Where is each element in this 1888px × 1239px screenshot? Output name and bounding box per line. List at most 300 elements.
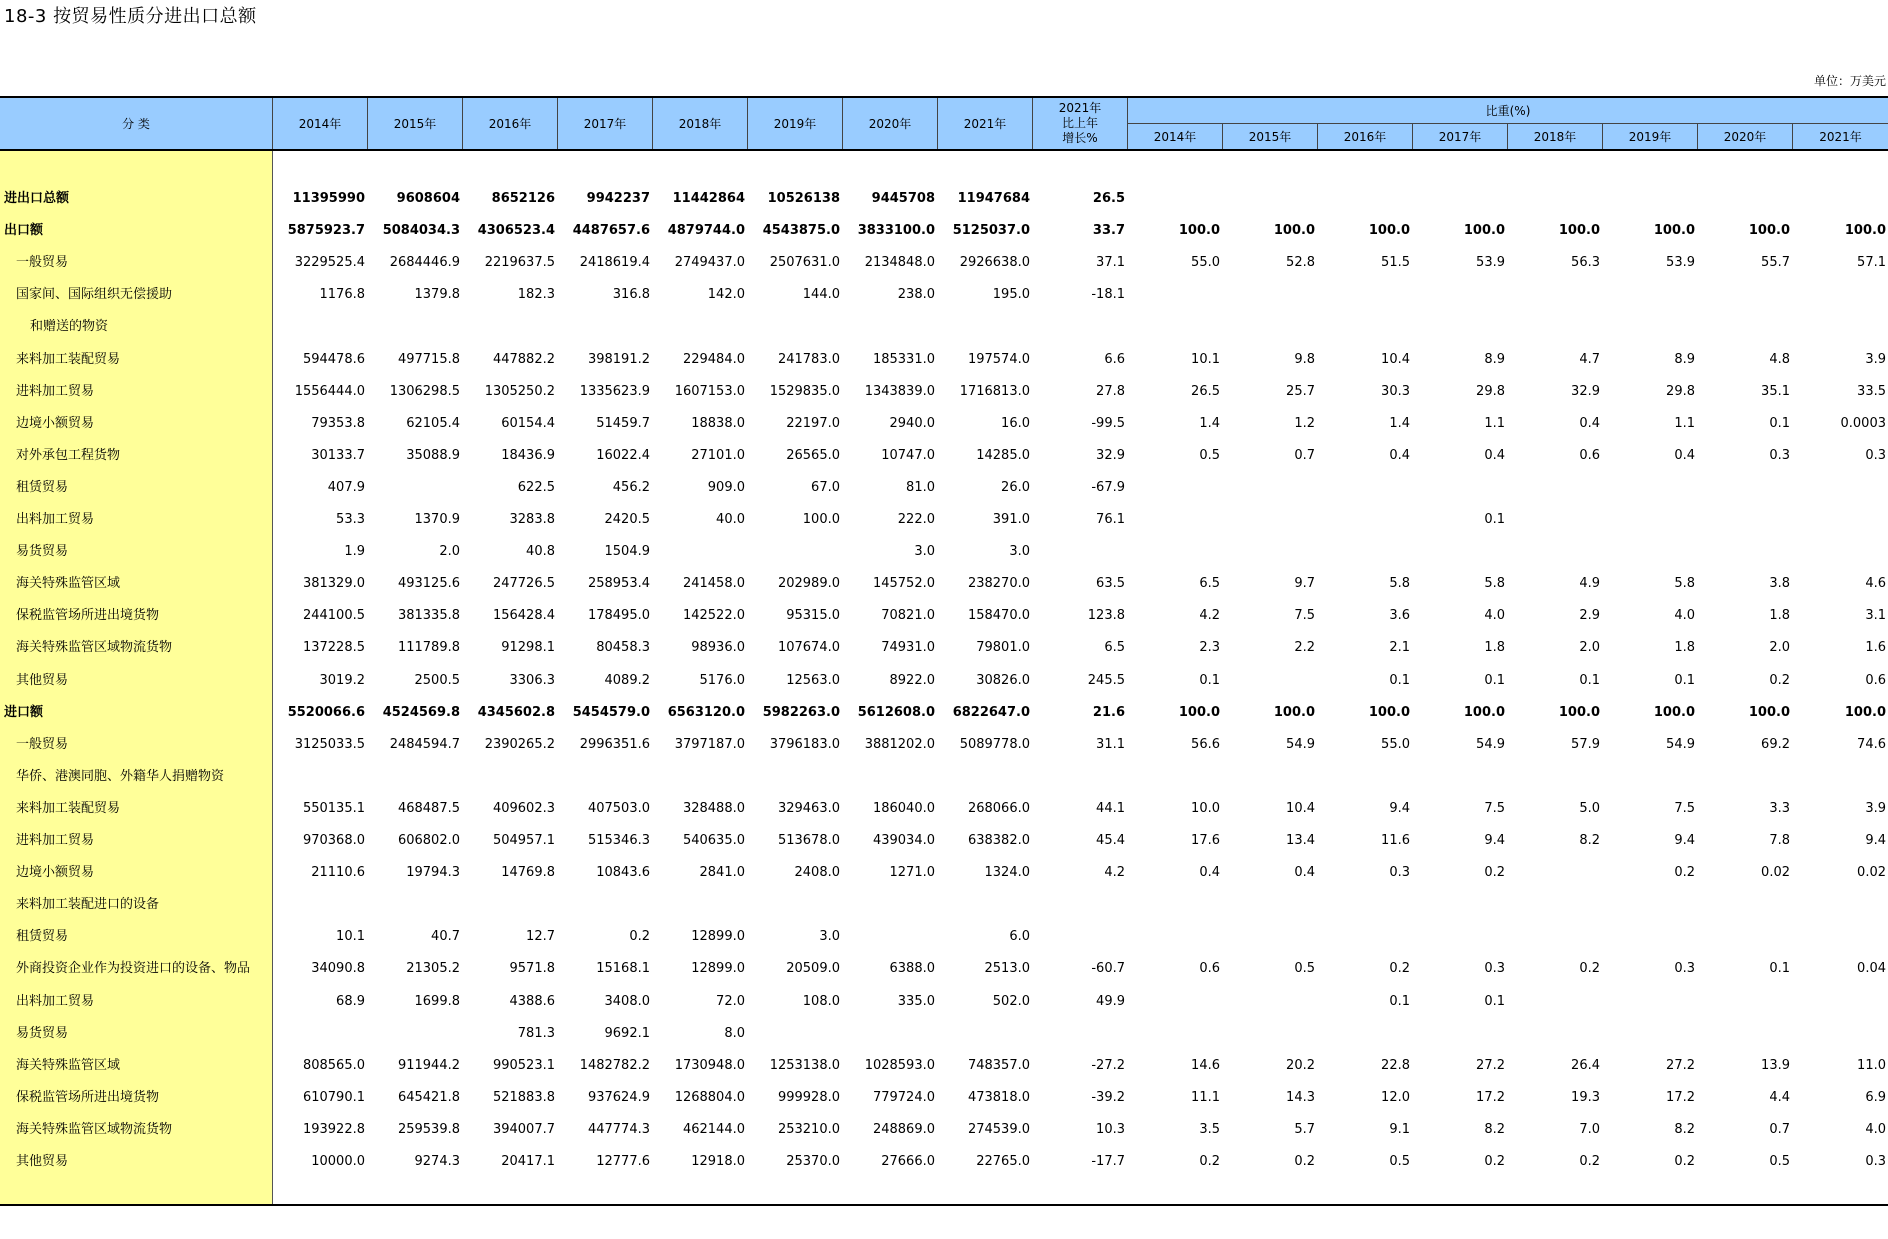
ratio-cell: 1.2 bbox=[1294, 415, 1315, 431]
value-cell: 2500.5 bbox=[414, 672, 460, 688]
table-row bbox=[0, 344, 1888, 376]
row-label: 出料加工贸易 bbox=[16, 993, 95, 1009]
ratio-cell: 2.0 bbox=[1769, 640, 1790, 656]
value-cell: 12777.6 bbox=[596, 1154, 650, 1169]
value-cell: 9445708 bbox=[871, 191, 935, 206]
ratio-cell: 100.0 bbox=[1368, 223, 1410, 239]
value-cell: 5089778.0 bbox=[959, 736, 1030, 752]
ratio-cell: 3.3 bbox=[1769, 800, 1790, 816]
ratio-cell: 10.4 bbox=[1286, 800, 1315, 816]
ratio-cell: 0.3 bbox=[1769, 447, 1790, 463]
ratio-cell: 4.0 bbox=[1865, 1121, 1886, 1137]
value-cell: 137228.5 bbox=[302, 640, 365, 656]
growth-cell: 21.6 bbox=[1092, 704, 1125, 720]
value-cell: 2513.0 bbox=[984, 961, 1030, 977]
growth-cell: 37.1 bbox=[1096, 255, 1125, 271]
value-cell: 990523.1 bbox=[492, 1057, 555, 1073]
value-cell: 79801.0 bbox=[976, 640, 1030, 656]
ratio-cell: 6.9 bbox=[1865, 1089, 1886, 1105]
growth-cell: 27.8 bbox=[1096, 383, 1125, 399]
ratio-cell: 0.1 bbox=[1579, 672, 1600, 688]
value-cell: 911944.2 bbox=[397, 1057, 460, 1073]
header-growth bbox=[1033, 98, 1128, 149]
value-cell: 497715.8 bbox=[397, 351, 460, 367]
value-cell: 26565.0 bbox=[786, 447, 840, 463]
ratio-cell: 0.3 bbox=[1484, 961, 1505, 977]
value-cell: 398191.2 bbox=[587, 351, 650, 367]
value-cell: 258953.4 bbox=[587, 576, 650, 592]
value-cell: 540635.0 bbox=[682, 833, 745, 848]
growth-cell: 49.9 bbox=[1096, 993, 1125, 1009]
ratio-cell: 0.2 bbox=[1769, 672, 1790, 688]
value-cell: 610790.1 bbox=[302, 1089, 365, 1105]
ratio-cell: 0.2 bbox=[1579, 961, 1600, 977]
value-cell: 21110.6 bbox=[311, 865, 365, 881]
value-cell: 3229525.4 bbox=[294, 255, 365, 271]
value-cell: 253210.0 bbox=[777, 1121, 840, 1137]
row-label: 出料加工贸易 bbox=[16, 512, 95, 527]
growth-cell: 10.3 bbox=[1096, 1121, 1125, 1137]
header-ratio-2016: 2016年 bbox=[1318, 123, 1413, 149]
ratio-cell: 0.04 bbox=[1857, 961, 1886, 977]
ratio-cell: 100.0 bbox=[1463, 704, 1505, 720]
ratio-cell: 3.5 bbox=[1199, 1121, 1220, 1137]
ratio-cell: 0.2 bbox=[1484, 1154, 1505, 1169]
table-row bbox=[0, 600, 1888, 632]
value-cell: 25370.0 bbox=[786, 1154, 840, 1169]
value-cell: 26.0 bbox=[1001, 479, 1030, 495]
value-cell: 274539.0 bbox=[967, 1121, 1030, 1137]
value-cell: 335.0 bbox=[897, 993, 935, 1009]
value-cell: 2219637.5 bbox=[484, 255, 555, 271]
row-label: 保税监管场所进出境货物 bbox=[16, 608, 160, 624]
table-row bbox=[0, 729, 1888, 761]
ratio-cell: 5.7 bbox=[1294, 1121, 1315, 1137]
ratio-cell: 12.0 bbox=[1381, 1089, 1410, 1105]
value-cell: 5454579.0 bbox=[572, 704, 650, 720]
header-ratio-2015: 2015年 bbox=[1223, 123, 1318, 149]
value-cell: 11395990 bbox=[292, 191, 365, 206]
value-cell: 15168.1 bbox=[596, 961, 650, 977]
row-label: 保税监管场所进出境货物 bbox=[16, 1089, 160, 1105]
ratio-cell: 0.4 bbox=[1674, 447, 1695, 463]
ratio-cell: 14.3 bbox=[1286, 1089, 1315, 1105]
value-cell: 222.0 bbox=[897, 512, 935, 527]
table-row bbox=[0, 504, 1888, 536]
value-cell: 145752.0 bbox=[872, 576, 935, 592]
ratio-cell: 7.5 bbox=[1484, 800, 1505, 816]
ratio-cell: 9.4 bbox=[1674, 833, 1695, 848]
ratio-cell: 22.8 bbox=[1381, 1057, 1410, 1073]
ratio-cell: 74.6 bbox=[1857, 736, 1886, 752]
ratio-cell: 0.3 bbox=[1389, 865, 1410, 881]
value-cell: 0.2 bbox=[629, 929, 650, 945]
growth-cell: -17.7 bbox=[1091, 1154, 1125, 1169]
value-cell: 51459.7 bbox=[596, 415, 650, 431]
value-cell: 248869.0 bbox=[872, 1121, 935, 1137]
ratio-cell: 7.5 bbox=[1674, 800, 1695, 816]
value-cell: 1271.0 bbox=[889, 865, 935, 881]
growth-cell: 6.5 bbox=[1104, 640, 1125, 656]
table-row bbox=[0, 857, 1888, 889]
value-cell: 1324.0 bbox=[984, 865, 1030, 881]
table-header bbox=[0, 96, 1888, 151]
value-cell: 2996351.6 bbox=[579, 736, 650, 752]
row-label: 海关特殊监管区域 bbox=[16, 1057, 121, 1073]
value-cell: 407503.0 bbox=[587, 800, 650, 816]
value-cell: 381335.8 bbox=[397, 608, 460, 624]
ratio-cell: 10.1 bbox=[1191, 351, 1220, 367]
value-cell: 504957.1 bbox=[492, 833, 555, 848]
table-row bbox=[0, 825, 1888, 857]
value-cell: 2418619.4 bbox=[579, 255, 650, 271]
growth-cell: -99.5 bbox=[1091, 415, 1125, 431]
value-cell: 1253138.0 bbox=[769, 1057, 840, 1073]
ratio-cell: 0.2 bbox=[1389, 961, 1410, 977]
value-cell: 1716813.0 bbox=[959, 383, 1030, 399]
value-cell: 391.0 bbox=[992, 512, 1030, 527]
ratio-cell: 8.2 bbox=[1579, 833, 1600, 848]
value-cell: 10843.6 bbox=[596, 865, 650, 881]
value-cell: 11442864 bbox=[672, 191, 745, 206]
ratio-cell: 100.0 bbox=[1844, 223, 1886, 239]
table-row bbox=[0, 921, 1888, 953]
value-cell: 156428.4 bbox=[492, 608, 555, 624]
growth-cell: 6.6 bbox=[1104, 351, 1125, 367]
value-cell: 394007.7 bbox=[492, 1121, 555, 1137]
value-cell: 2.0 bbox=[439, 544, 460, 560]
growth-cell: 4.2 bbox=[1104, 865, 1125, 881]
value-cell: 4543875.0 bbox=[762, 223, 840, 239]
ratio-cell: 20.2 bbox=[1286, 1057, 1315, 1073]
ratio-cell: 0.1 bbox=[1484, 993, 1505, 1009]
value-cell: 4487657.6 bbox=[572, 223, 650, 239]
ratio-cell: 1.4 bbox=[1389, 415, 1410, 431]
ratio-cell: 100.0 bbox=[1844, 704, 1886, 720]
value-cell: 779724.0 bbox=[872, 1089, 935, 1105]
ratio-cell: 13.9 bbox=[1761, 1057, 1790, 1073]
ratio-cell: 5.8 bbox=[1674, 576, 1695, 592]
value-cell: 5125037.0 bbox=[952, 223, 1030, 239]
value-cell: 10.1 bbox=[336, 929, 365, 945]
ratio-cell: 3.9 bbox=[1865, 800, 1886, 816]
table-row bbox=[0, 1114, 1888, 1146]
ratio-cell: 0.4 bbox=[1294, 865, 1315, 881]
table-row bbox=[0, 440, 1888, 472]
value-cell: 144.0 bbox=[802, 287, 840, 303]
value-cell: 241458.0 bbox=[682, 576, 745, 592]
row-label: 进料加工贸易 bbox=[16, 833, 95, 848]
value-cell: 1529835.0 bbox=[769, 383, 840, 399]
growth-cell: 123.8 bbox=[1087, 608, 1125, 624]
value-cell: 2926638.0 bbox=[959, 255, 1030, 271]
value-cell: 100.0 bbox=[802, 512, 840, 527]
ratio-cell: 100.0 bbox=[1653, 704, 1695, 720]
table-row bbox=[0, 632, 1888, 664]
growth-cell: 245.5 bbox=[1087, 672, 1125, 688]
value-cell: 502.0 bbox=[992, 993, 1030, 1009]
value-cell: 12.7 bbox=[526, 929, 555, 945]
row-label: 一般贸易 bbox=[16, 736, 69, 752]
ratio-cell: 11.1 bbox=[1191, 1089, 1220, 1105]
ratio-cell: 17.2 bbox=[1666, 1089, 1695, 1105]
table-row bbox=[0, 183, 1888, 215]
ratio-cell: 56.3 bbox=[1571, 255, 1600, 271]
row-label: 租赁贸易 bbox=[16, 929, 69, 945]
row-label: 来料加工装配进口的设备 bbox=[16, 897, 160, 913]
value-cell: 238270.0 bbox=[967, 576, 1030, 592]
ratio-cell: 7.5 bbox=[1294, 608, 1315, 624]
ratio-cell: 10.0 bbox=[1191, 800, 1220, 816]
ratio-cell: 55.0 bbox=[1381, 736, 1410, 752]
growth-cell: 32.9 bbox=[1096, 447, 1125, 463]
value-cell: 40.8 bbox=[526, 544, 555, 560]
row-label: 一般贸易 bbox=[16, 255, 69, 271]
value-cell: 186040.0 bbox=[872, 800, 935, 816]
value-cell: 3.0 bbox=[914, 544, 935, 560]
ratio-cell: 2.3 bbox=[1199, 640, 1220, 656]
value-cell: 521883.8 bbox=[492, 1089, 555, 1105]
value-cell: 9692.1 bbox=[604, 1025, 650, 1041]
ratio-cell: 0.02 bbox=[1857, 865, 1886, 881]
value-cell: 1305250.2 bbox=[484, 383, 555, 399]
table-row bbox=[0, 1146, 1888, 1178]
value-cell: 107674.0 bbox=[777, 640, 840, 656]
table-row bbox=[0, 311, 1888, 343]
value-cell: 2749437.0 bbox=[674, 255, 745, 271]
value-cell: 9942237 bbox=[586, 191, 650, 206]
ratio-cell: 0.6 bbox=[1199, 961, 1220, 977]
value-cell: 468487.5 bbox=[397, 800, 460, 816]
value-cell: 19794.3 bbox=[406, 865, 460, 881]
ratio-cell: 100.0 bbox=[1653, 223, 1695, 239]
value-cell: 98936.0 bbox=[691, 640, 745, 656]
ratio-cell: 0.7 bbox=[1294, 447, 1315, 463]
value-cell: 20417.1 bbox=[501, 1154, 555, 1169]
value-cell: 1.9 bbox=[344, 544, 365, 560]
ratio-cell: 9.7 bbox=[1294, 576, 1315, 592]
value-cell: 316.8 bbox=[612, 287, 650, 303]
ratio-cell: 9.4 bbox=[1484, 833, 1505, 848]
value-cell: 241783.0 bbox=[777, 351, 840, 367]
ratio-cell: 14.6 bbox=[1191, 1057, 1220, 1073]
value-cell: 1379.8 bbox=[414, 287, 460, 303]
value-cell: 5084034.3 bbox=[382, 223, 460, 239]
value-cell: 34090.8 bbox=[311, 961, 365, 977]
table-row bbox=[0, 665, 1888, 697]
ratio-cell: 0.4 bbox=[1199, 865, 1220, 881]
value-cell: 27666.0 bbox=[881, 1154, 935, 1169]
table-row bbox=[0, 568, 1888, 600]
row-label: 进口额 bbox=[4, 704, 44, 720]
value-cell: 158470.0 bbox=[967, 608, 1030, 624]
value-cell: 14769.8 bbox=[501, 865, 555, 881]
value-cell: 748357.0 bbox=[967, 1057, 1030, 1073]
value-cell: 8.0 bbox=[724, 1025, 745, 1041]
row-label: 租赁贸易 bbox=[16, 479, 69, 495]
ratio-cell: 56.6 bbox=[1191, 736, 1220, 752]
ratio-cell: 9.1 bbox=[1389, 1121, 1410, 1137]
value-cell: 197574.0 bbox=[967, 351, 1030, 367]
value-cell: 259539.8 bbox=[397, 1121, 460, 1137]
ratio-cell: 100.0 bbox=[1558, 704, 1600, 720]
table-row bbox=[0, 472, 1888, 504]
ratio-cell: 1.8 bbox=[1769, 608, 1790, 624]
ratio-cell: 3.8 bbox=[1769, 576, 1790, 592]
value-cell: 909.0 bbox=[707, 479, 745, 495]
ratio-cell: 2.1 bbox=[1389, 640, 1410, 656]
value-cell: 4089.2 bbox=[604, 672, 650, 688]
table-row bbox=[0, 536, 1888, 568]
value-cell: 6388.0 bbox=[889, 961, 935, 977]
row-label: 出口额 bbox=[4, 223, 44, 239]
ratio-cell: 30.3 bbox=[1381, 383, 1410, 399]
value-cell: 1482782.2 bbox=[579, 1057, 650, 1073]
ratio-cell: 25.7 bbox=[1286, 383, 1315, 399]
table-row bbox=[0, 953, 1888, 985]
ratio-cell: 19.3 bbox=[1571, 1089, 1600, 1105]
value-cell: 9608604 bbox=[396, 191, 460, 206]
value-cell: 67.0 bbox=[811, 479, 840, 495]
value-cell: 229484.0 bbox=[682, 351, 745, 367]
ratio-cell: 26.5 bbox=[1191, 383, 1220, 399]
value-cell: 2484594.7 bbox=[389, 736, 460, 752]
row-label: 和赠送的物资 bbox=[30, 319, 109, 335]
header-ratio-2020: 2020年 bbox=[1698, 123, 1793, 149]
value-cell: 3.0 bbox=[819, 929, 840, 945]
value-cell: 381329.0 bbox=[302, 576, 365, 592]
value-cell: 5520066.6 bbox=[287, 704, 365, 720]
value-cell: 999928.0 bbox=[777, 1089, 840, 1105]
header-ratio-2021: 2021年 bbox=[1793, 123, 1888, 149]
value-cell: 1556444.0 bbox=[294, 383, 365, 399]
value-cell: 53.3 bbox=[336, 512, 365, 527]
growth-cell: 44.1 bbox=[1096, 800, 1125, 816]
value-cell: 2134848.0 bbox=[864, 255, 935, 271]
ratio-cell: 51.5 bbox=[1381, 255, 1410, 271]
header-year-2014: 2014年 bbox=[273, 98, 368, 149]
value-cell: 2940.0 bbox=[889, 415, 935, 431]
ratio-cell: 2.0 bbox=[1579, 640, 1600, 656]
ratio-cell: 33.5 bbox=[1857, 383, 1886, 399]
value-cell: 329463.0 bbox=[777, 800, 840, 816]
ratio-cell: 13.4 bbox=[1286, 833, 1315, 848]
row-label: 易货贸易 bbox=[16, 544, 69, 560]
ratio-cell: 4.0 bbox=[1674, 608, 1695, 624]
value-cell: 622.5 bbox=[517, 479, 555, 495]
ratio-cell: 27.2 bbox=[1666, 1057, 1695, 1073]
growth-cell: 31.1 bbox=[1096, 736, 1125, 752]
value-cell: 3796183.0 bbox=[769, 736, 840, 752]
header-ratio-2018: 2018年 bbox=[1508, 123, 1603, 149]
header-year-2021: 2021年 bbox=[938, 98, 1033, 149]
ratio-cell: 0.1 bbox=[1389, 993, 1410, 1009]
header-growth-line2: 比上年 bbox=[1061, 116, 1098, 130]
ratio-cell: 4.6 bbox=[1865, 576, 1886, 592]
ratio-cell: 0.4 bbox=[1389, 447, 1410, 463]
value-cell: 3.0 bbox=[1009, 544, 1030, 560]
ratio-cell: 57.9 bbox=[1571, 736, 1600, 752]
growth-cell: 76.1 bbox=[1096, 512, 1125, 527]
ratio-cell: 7.8 bbox=[1769, 833, 1790, 848]
ratio-cell: 57.1 bbox=[1857, 255, 1886, 271]
unit-label: 单位：万美元 bbox=[1813, 74, 1886, 88]
value-cell: 22765.0 bbox=[976, 1154, 1030, 1169]
table-row bbox=[0, 889, 1888, 921]
ratio-cell: 0.02 bbox=[1761, 865, 1790, 881]
table-row bbox=[0, 793, 1888, 825]
row-label: 对外承包工程货物 bbox=[16, 447, 121, 463]
value-cell: 1176.8 bbox=[319, 287, 365, 303]
value-cell: 1504.9 bbox=[604, 544, 650, 560]
value-cell: 142522.0 bbox=[682, 608, 745, 624]
ratio-cell: 2.2 bbox=[1294, 640, 1315, 656]
ratio-cell: 53.9 bbox=[1666, 255, 1695, 271]
ratio-cell: 3.1 bbox=[1865, 608, 1886, 624]
value-cell: 12899.0 bbox=[691, 929, 745, 945]
ratio-cell: 0.1 bbox=[1484, 512, 1505, 527]
ratio-cell: 10.4 bbox=[1381, 351, 1410, 367]
value-cell: 2408.0 bbox=[794, 865, 840, 881]
value-cell: 30826.0 bbox=[976, 672, 1030, 688]
value-cell: 16022.4 bbox=[596, 447, 650, 463]
ratio-cell: 0.2 bbox=[1484, 865, 1505, 881]
ratio-cell: 5.0 bbox=[1579, 800, 1600, 816]
value-cell: 1306298.5 bbox=[389, 383, 460, 399]
header-ratio-group: 比重(%) bbox=[1485, 104, 1531, 118]
value-cell: 12563.0 bbox=[786, 672, 840, 688]
value-cell: 3283.8 bbox=[509, 512, 555, 527]
ratio-cell: 17.6 bbox=[1191, 833, 1220, 848]
value-cell: 68.9 bbox=[336, 993, 365, 1009]
header-year-2015: 2015年 bbox=[368, 98, 463, 149]
value-cell: 238.0 bbox=[897, 287, 935, 303]
header-category: 分 类 bbox=[0, 98, 273, 149]
ratio-cell: 0.1 bbox=[1484, 672, 1505, 688]
value-cell: 22197.0 bbox=[786, 415, 840, 431]
ratio-cell: 0.7 bbox=[1769, 1121, 1790, 1137]
value-cell: 447882.2 bbox=[492, 351, 555, 367]
ratio-cell: 0.4 bbox=[1579, 415, 1600, 431]
row-label: 其他贸易 bbox=[16, 1154, 69, 1169]
ratio-cell: 55.0 bbox=[1191, 255, 1220, 271]
ratio-cell: 3.6 bbox=[1389, 608, 1410, 624]
table-row bbox=[0, 1082, 1888, 1114]
ratio-cell: 7.0 bbox=[1579, 1121, 1600, 1137]
value-cell: 2390265.2 bbox=[484, 736, 555, 752]
value-cell: 80458.3 bbox=[596, 640, 650, 656]
value-cell: 970368.0 bbox=[302, 833, 365, 848]
ratio-cell: 0.3 bbox=[1865, 447, 1886, 463]
ratio-cell: 100.0 bbox=[1178, 223, 1220, 239]
value-cell: 9571.8 bbox=[509, 961, 555, 977]
value-cell: 645421.8 bbox=[397, 1089, 460, 1105]
ratio-cell: 0.1 bbox=[1674, 672, 1695, 688]
ratio-cell: 1.1 bbox=[1484, 415, 1505, 431]
ratio-cell: 53.9 bbox=[1476, 255, 1505, 271]
header-growth-line1: 2021年 bbox=[1058, 101, 1102, 115]
ratio-cell: 2.9 bbox=[1579, 608, 1600, 624]
ratio-cell: 4.7 bbox=[1579, 351, 1600, 367]
ratio-cell: 100.0 bbox=[1273, 704, 1315, 720]
value-cell: 3306.3 bbox=[509, 672, 555, 688]
ratio-cell: 4.4 bbox=[1769, 1089, 1790, 1105]
ratio-cell: 0.1 bbox=[1199, 672, 1220, 688]
ratio-cell: 1.4 bbox=[1199, 415, 1220, 431]
value-cell: 4388.6 bbox=[509, 993, 555, 1009]
row-label: 易货贸易 bbox=[16, 1025, 69, 1041]
value-cell: 1268804.0 bbox=[674, 1089, 745, 1105]
